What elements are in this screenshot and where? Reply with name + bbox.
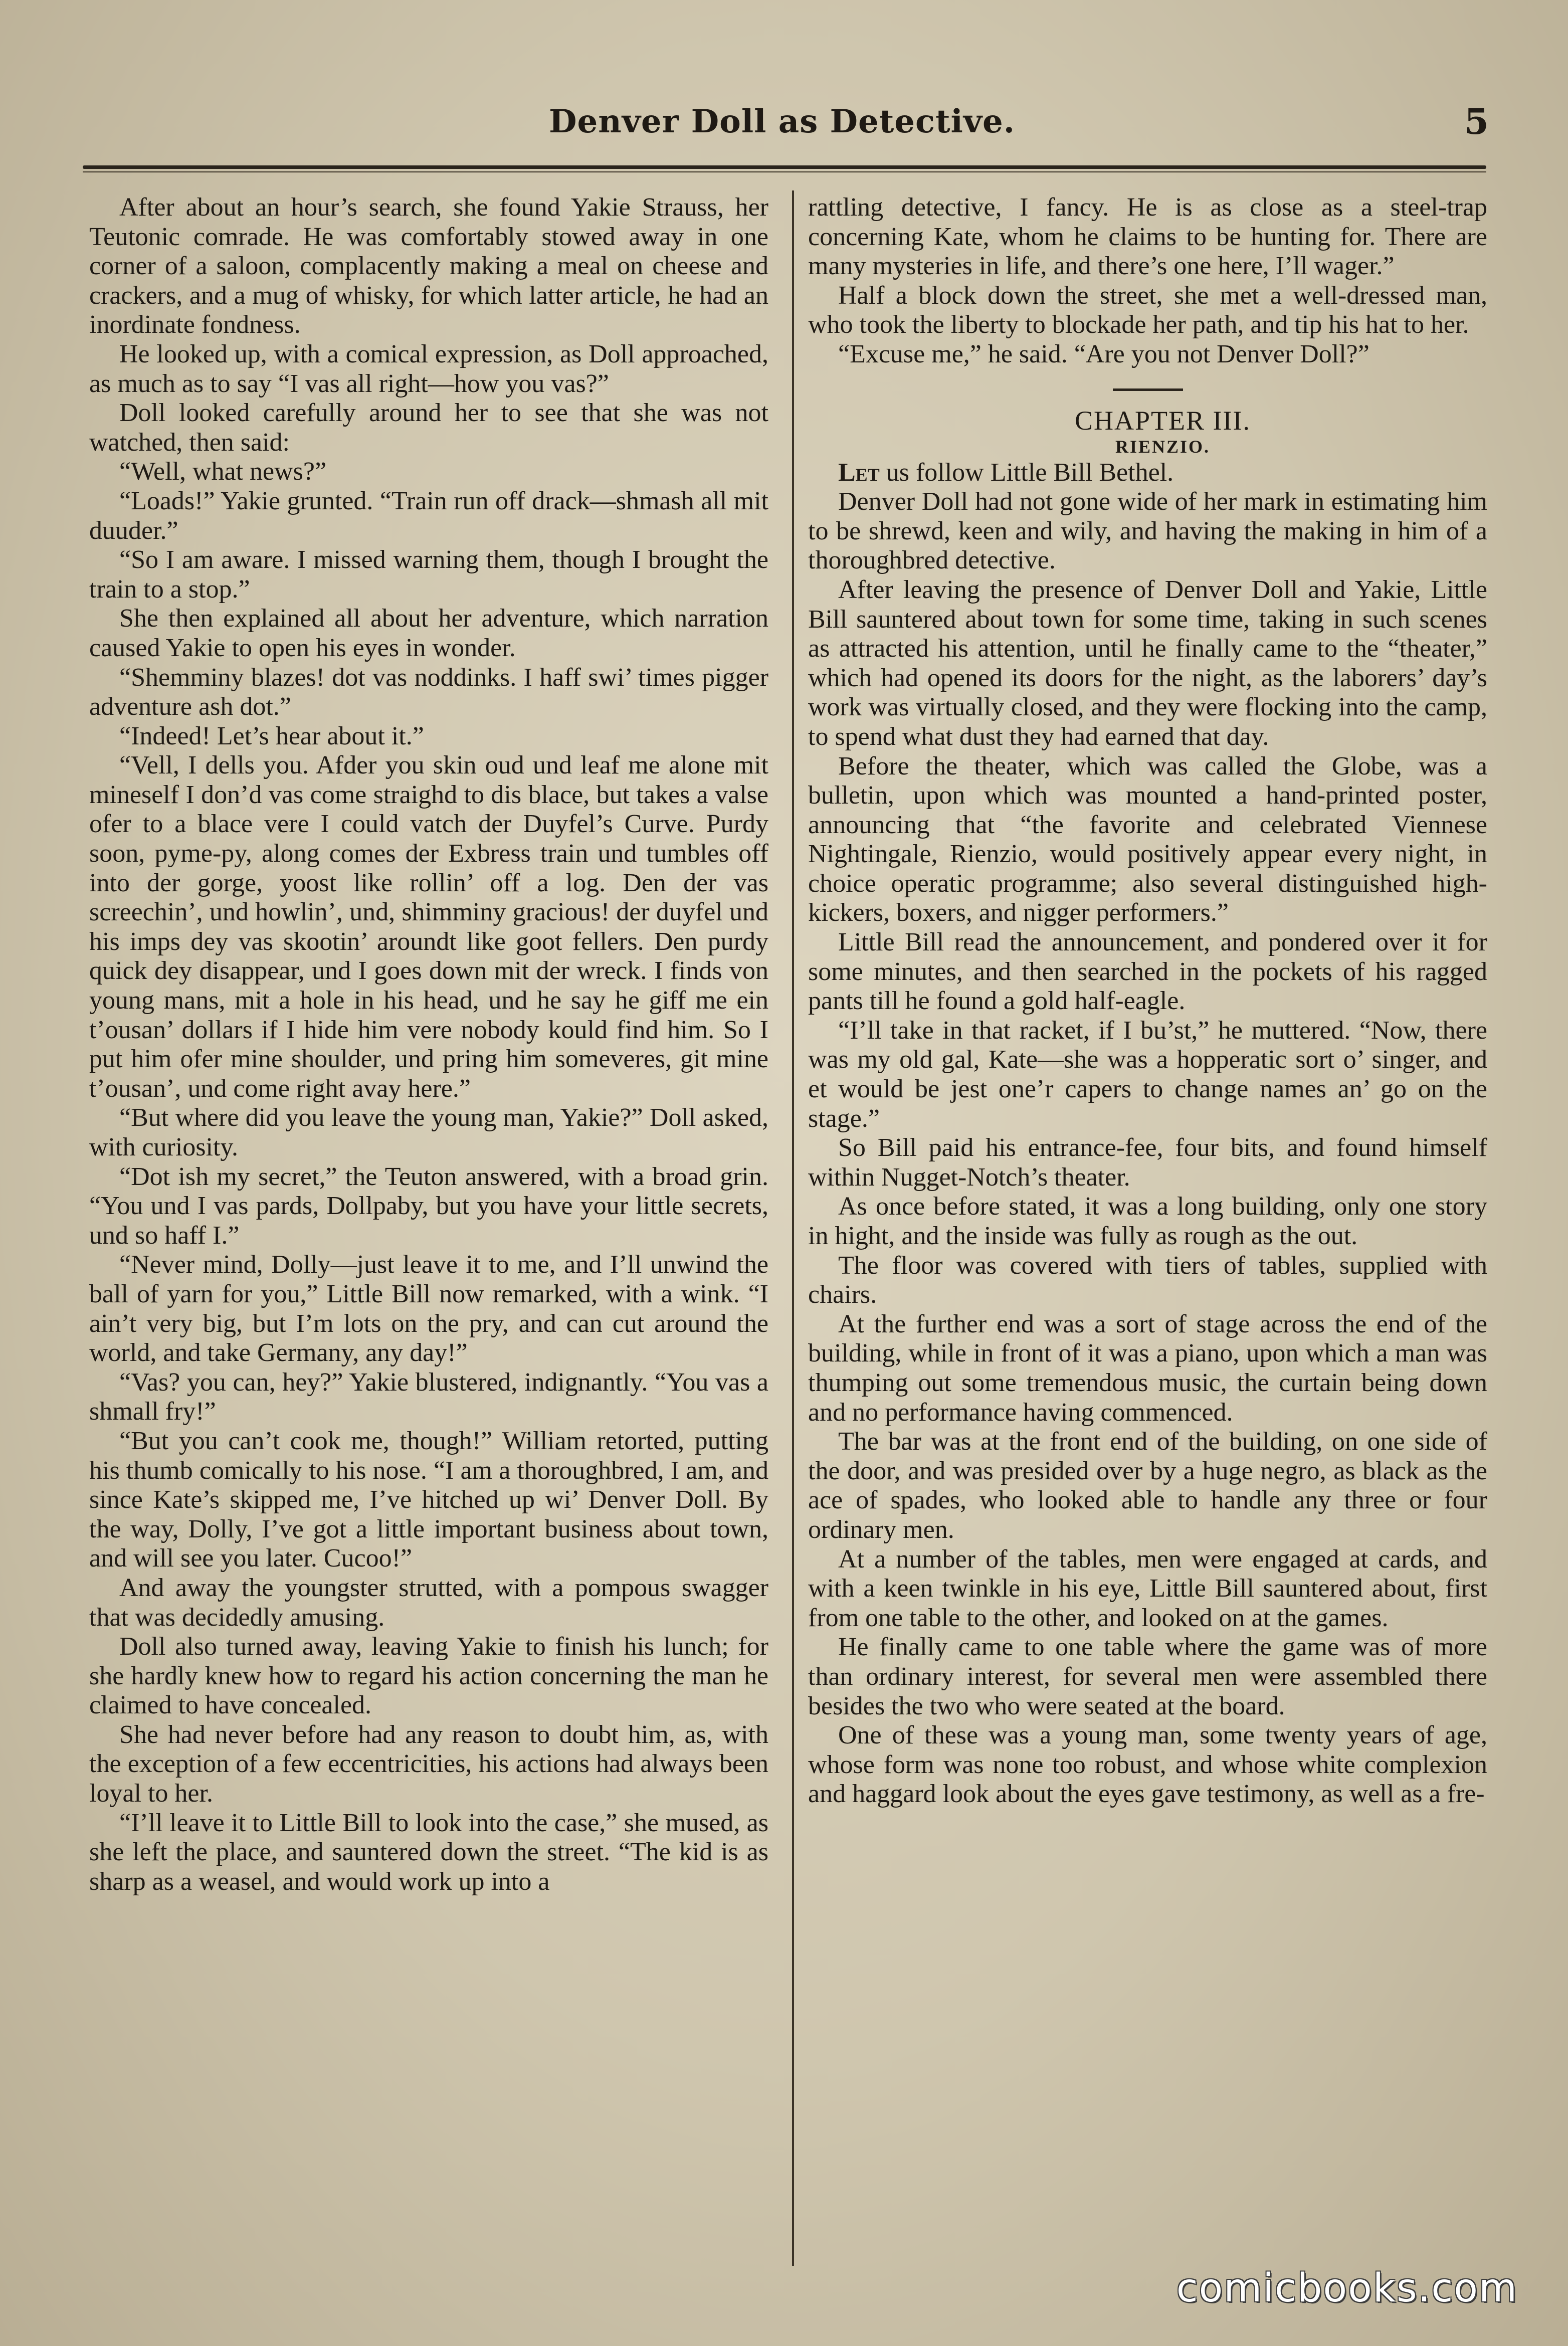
left-column bbox=[89, 193, 768, 1896]
chapter-heading: CHAPTER III. bbox=[1075, 405, 1251, 436]
paragraph: “Shemminy blazes! dot vas noddinks. I haff swi’ times pigger adventure ash dot.” bbox=[89, 663, 768, 721]
paragraph: After about an hour’s search, she found Yakie Strauss, her Teutonic comrade. He was comfortably stowed away in one corner of a saloon, complacently making a meal on cheese and crackers, and a mug of whisky, for which latter article, he had an inordinate fondness. bbox=[89, 193, 768, 339]
paragraph: Denver Doll had not gone wide of her mark in estimating him to be shrewd, keen and wily, and having the making in him of a thoroughbred detective. bbox=[808, 487, 1487, 575]
paragraph: One of these was a young man, some twenty years of age, whose form was none too robust, and whose white complexion and haggard look about the eyes gave testimony, as well as a fre- bbox=[808, 1721, 1487, 1809]
opening-word: Let bbox=[838, 458, 880, 487]
page-title: Denver Doll as Detective. bbox=[548, 103, 1016, 140]
paragraph: “I’ll take in that racket, if I bu’st,” he muttered. “Now, there was my old gal, Kate—she was a hopperatic sort o’ singer, and et would be jest one’r capers to change names an’ go on the stage.” bbox=[808, 1016, 1487, 1133]
paragraph: At the further end was a sort of stage across the end of the building, while in front of it was a piano, upon which a man was thumping out some tremendous music, the curtain being down and no performance having commenced. bbox=[808, 1309, 1487, 1427]
chapter-subtitle: RIENZIO. bbox=[1115, 436, 1211, 457]
page-number: 5 bbox=[1464, 101, 1489, 142]
paragraph: Before the theater, which was called the Globe, was a bulletin, upon which was mounted a hand-printed poster, announcing that “the favorite and celebrated Viennese Nightingale, Rienzio, would positively appear every night, in choice operatic programme; also several distinguished high-kickers, boxers, and nigger performers.” bbox=[808, 751, 1487, 927]
right-column-top bbox=[808, 193, 1487, 369]
paragraph: “So I am aware. I missed warning them, though I brought the train to a stop.” bbox=[89, 545, 768, 604]
paragraph: rattling detective, I fancy. He is as close as a steel-trap concerning Kate, whom he claims to be hunting for. There are many mysteries in life, and there’s one here, I’ll wager.” bbox=[808, 193, 1487, 281]
paragraph: “Never mind, Dolly—just leave it to me, and I’ll unwind the ball of yarn for you,” Little Bill now remarked, with a wink. “I ain’t very big, but I’m lots on the pry, and can cut around the world, and take Germany, any day!” bbox=[89, 1250, 768, 1367]
paragraph: “I’ll leave it to Little Bill to look into the case,” she mused, as she left the place, and sauntered down the street. “The kid is as sharp as a weasel, and would work up into a bbox=[89, 1808, 768, 1896]
paragraph: “But you can’t cook me, though!” William retorted, putting his thumb comically to his nose. “I am a thoroughbred, I am, and since Kate’s skipped me, I’ve hitched up wi’ Denver Doll. By the way, Dolly, I’ve got a little important business about town, and will see you later. Cucoo!” bbox=[89, 1426, 768, 1573]
section-separator bbox=[1113, 388, 1183, 391]
paragraph: At a number of the tables, men were engaged at cards, and with a keen twinkle in his eye, Little Bill sauntered about, first from one table to the other, and looked on at the games. bbox=[808, 1544, 1487, 1632]
paragraph: Half a block down the street, she met a well-dressed man, who took the liberty to blockade her path, and tip his hat to her. bbox=[808, 281, 1487, 339]
paragraph: And away the youngster strutted, with a pompous swagger that was decidedly amusing. bbox=[89, 1573, 768, 1632]
paragraph: “Dot ish my secret,” the Teuton answered, with a broad grin. “You und I vas pards, Dollpaby, but you have your little secrets, und so haff I.” bbox=[89, 1162, 768, 1250]
header-rule bbox=[83, 165, 1486, 169]
watermark-text: comicbooks.com bbox=[1176, 2266, 1518, 2311]
paragraph: Little Bill read the announcement, and pondered over it for some minutes, and then searched in the pockets of his ragged pants till he found a gold half-eagle. bbox=[808, 928, 1487, 1016]
chapter-opening bbox=[808, 458, 1487, 488]
paragraph: After leaving the presence of Denver Doll and Yakie, Little Bill sauntered about town for some time, taking in such scenes as attracted his attention, until he finally came to the “theater,” which had opened its doors for the night, as the laborers’ day’s work was virtually closed, and they were flocking into the camp, to spend what dust they had earned that day. bbox=[808, 575, 1487, 751]
paragraph: Doll looked carefully around her to see that she was not watched, then said: bbox=[89, 399, 768, 457]
paragraph: He finally came to one table where the game was of more than ordinary interest, for several men were assembled there besides the two who were seated at the board. bbox=[808, 1633, 1487, 1720]
paragraph: “Vell, I dells you. Afder you skin oud und leaf me alone mit mineself I don’d vas come straighd to dis blace, but takes a valse ofer to a blace vere I could vatch der Duyfel’s Curve. Purdy soon, pyme-py, along comes der Exbress train und tumbles off into der gorge, yoost like rollin’ off a log. Den der vas screechin’, und howlin’, und, shimminy gracious! der duyfel und his imps dey vas skootin’ aroundt like goot fellers. Den purdy quick dey disappear, und I goes down mit der wreck. I finds von young mans, mit a hole in his head, und he say he giff me ein t’ousan’ dollars if I hide him vere nobody kould find him. So I put him ofer mine shoulder, und pring him someveres, git mine t’ousan’, und come right avay here.” bbox=[89, 751, 768, 1103]
column-divider bbox=[792, 190, 794, 2266]
opening-rest: us follow Little Bill Bethel. bbox=[879, 458, 1174, 487]
paragraph: She then explained all about her adventure, which narration caused Yakie to open his eyes in wonder. bbox=[89, 604, 768, 662]
paragraph: The floor was covered with tiers of tables, supplied with chairs. bbox=[808, 1251, 1487, 1309]
paragraph: She had never before had any reason to doubt him, as, with the exception of a few eccentricities, his actions had always been loyal to her. bbox=[89, 1720, 768, 1808]
paragraph: “Vas? you can, hey?” Yakie blustered, indignantly. “You vas a shmall fry!” bbox=[89, 1367, 768, 1426]
right-column bbox=[808, 193, 1487, 1809]
paragraph: The bar was at the front end of the building, on one side of the door, and was presided over by a huge negro, as black as the ace of spades, who looked able to handle any three or four ordinary men. bbox=[808, 1427, 1487, 1544]
paragraph: “Excuse me,” he said. “Are you not Denver Doll?” bbox=[838, 339, 1369, 368]
paragraph: “But where did you leave the young man, Yakie?” Doll asked, with curiosity. bbox=[89, 1103, 768, 1161]
paragraph: Doll also turned away, leaving Yakie to finish his lunch; for she hardly knew how to regard his action concerning the man he claimed to have concealed. bbox=[89, 1632, 768, 1720]
paragraph: “Loads!” Yakie grunted. “Train run off drack—shmash all mit duuder.” bbox=[89, 486, 768, 545]
paragraph: “Well, what news?” bbox=[119, 457, 327, 486]
paragraph: So Bill paid his entrance-fee, four bits, and found himself within Nugget-Notch’s theater. bbox=[808, 1133, 1487, 1192]
paragraph: As once before stated, it was a long building, only one story in hight, and the inside was fully as rough as the out. bbox=[808, 1192, 1487, 1250]
paragraph: He looked up, with a comical expression, as Doll approached, as much as to say “I vas all right—how you vas?” bbox=[89, 339, 768, 398]
paragraph: “Indeed! Let’s hear about it.” bbox=[119, 721, 424, 750]
running-header bbox=[75, 98, 1489, 158]
header-rule-thin bbox=[83, 171, 1486, 172]
right-column-body bbox=[808, 487, 1487, 1809]
